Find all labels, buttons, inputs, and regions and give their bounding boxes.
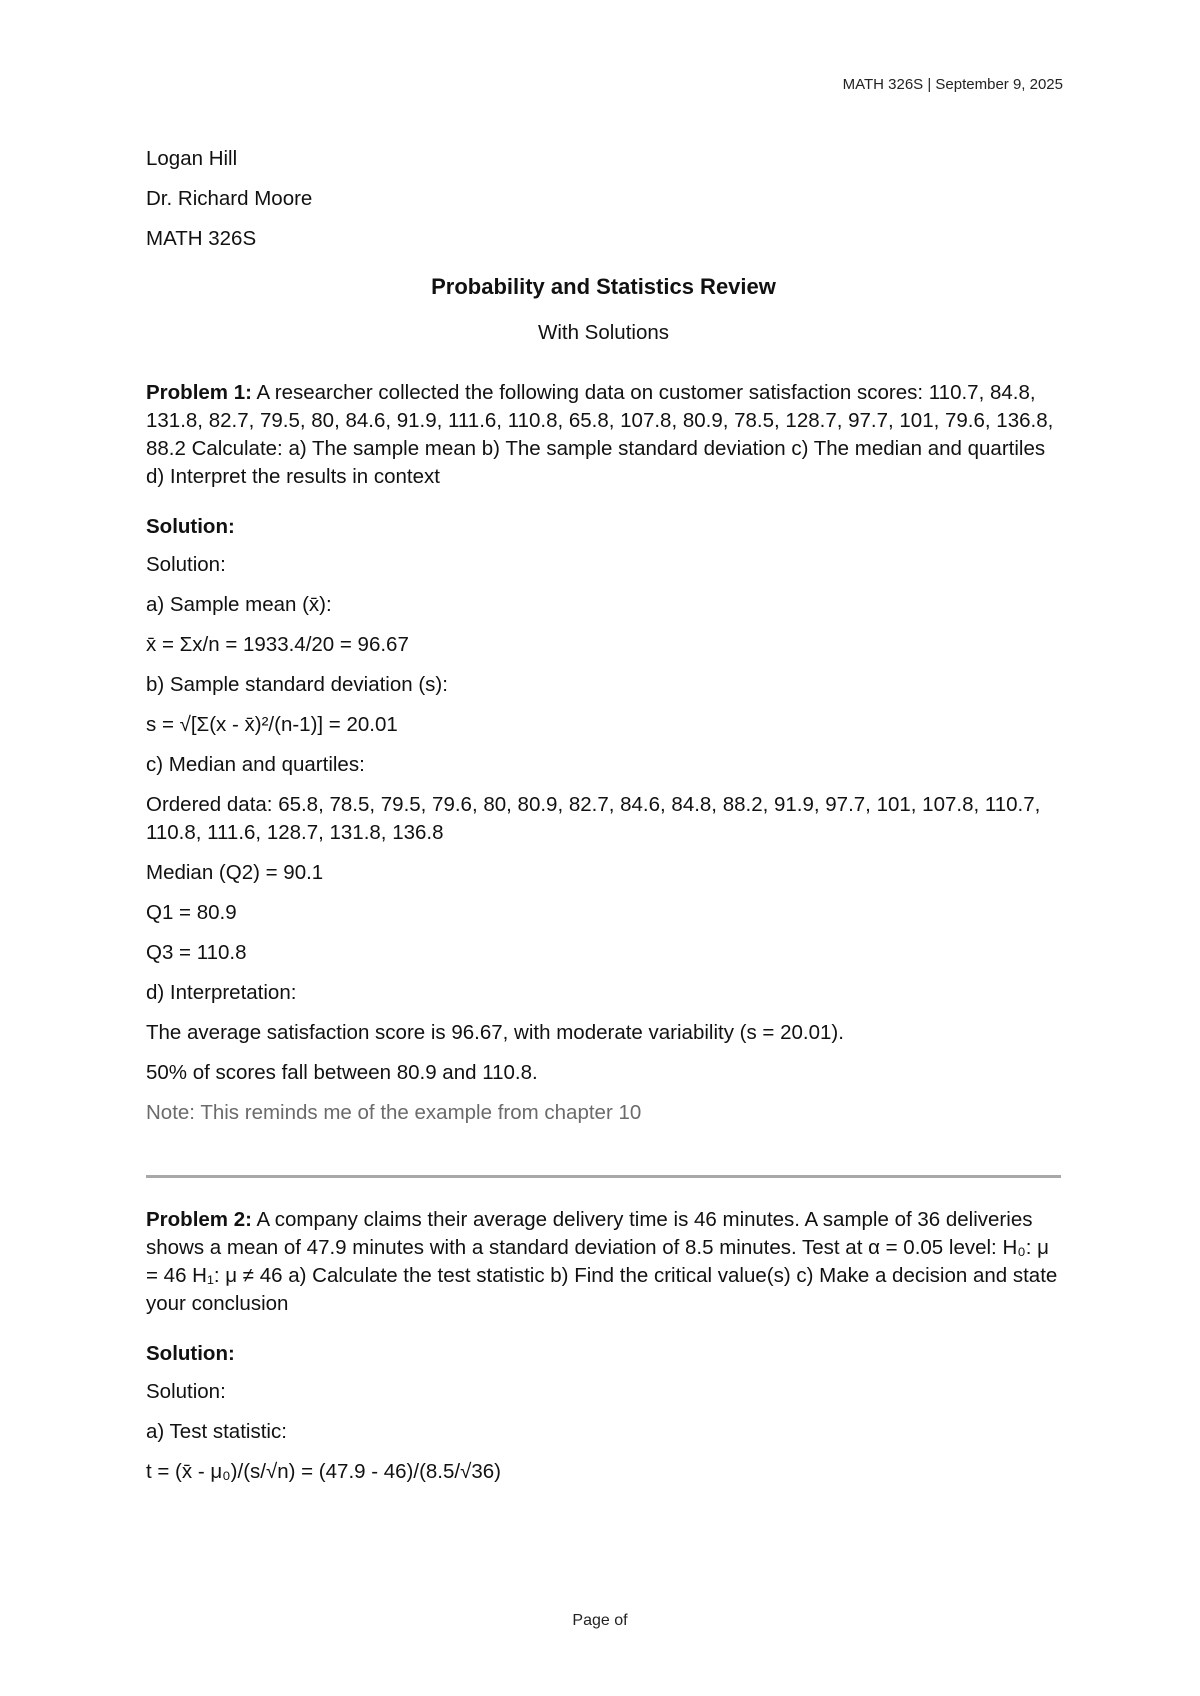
solution-line: t = (x̄ - μ₀)/(s/√n) = (47.9 - 46)/(8.5/√36) [146, 1460, 501, 1483]
solution-line: d) Interpretation: [146, 981, 297, 1004]
problem-1-statement [146, 379, 1061, 491]
solution-line: Q3 = 110.8 [146, 941, 247, 964]
problem-2-solution-heading: Solution: [146, 1342, 235, 1365]
solution-line: Median (Q2) = 90.1 [146, 861, 324, 884]
problem-1-solution-heading: Solution: [146, 515, 235, 538]
course-code: MATH 326S [146, 227, 257, 250]
solution-line: Q1 = 80.9 [146, 901, 237, 924]
document-body [146, 145, 1061, 1498]
document-title: Probability and Statistics Review [431, 274, 776, 299]
problem-2-label: Problem 2: [146, 1208, 252, 1231]
problem-2-text: A company claims their average delivery time is 46 minutes. A sample of 36 deliveries shows a mean of 47.9 minutes with a standard deviation of 8.5 minutes. Test at α = 0.05 level: H₀: μ = 46 H₁: μ ≠ 46 a) Calculate the test statistic b) Find the critical value(s) c) Make a decision and state your conclusion [146, 1208, 1058, 1315]
solution-line: Solution: [146, 553, 226, 576]
student-name: Logan Hill [146, 147, 238, 170]
problem-1-text: A researcher collected the following data on customer satisfaction scores: 110.7, 84.8, 131.8, 82.7, 79.5, 80, 84.6, 91.9, 111.6, 110.8, 65.8, 107.8, 80.9, 78.5, 128.7, 97.7, 101, 79.6, 136.8, 88.2 Calculate: a) The sample mean b) The sample standard deviation c) The median and quartiles d) Interpret the results in context [146, 381, 1054, 488]
section-divider [146, 1175, 1061, 1178]
solution-line: c) Median and quartiles: [146, 753, 365, 776]
solution-line: Solution: [146, 1380, 226, 1403]
problem-1-label: Problem 1: [146, 381, 252, 404]
problem-1-note: Note: This reminds me of the example from chapter 10 [146, 1101, 642, 1124]
solution-line: a) Sample mean (x̄): [146, 593, 332, 616]
solution-line: x̄ = Σx/n = 1933.4/20 = 96.67 [146, 633, 409, 656]
instructor-name: Dr. Richard Moore [146, 187, 313, 210]
solution-line: The average satisfaction score is 96.67, with moderate variability (s = 20.01). [146, 1021, 844, 1044]
solution-line: b) Sample standard deviation (s): [146, 673, 448, 696]
page-header: MATH 326S | September 9, 2025 [842, 76, 1063, 93]
solution-line: a) Test statistic: [146, 1420, 287, 1443]
document-subtitle: With Solutions [537, 321, 670, 344]
solution-line: s = √[Σ(x - x̄)²/(n-1)] = 20.01 [146, 713, 398, 736]
problem-2-statement [146, 1206, 1061, 1318]
page-footer: Page of [572, 1612, 628, 1629]
solution-line: Ordered data: 65.8, 78.5, 79.5, 79.6, 80, 80.9, 82.7, 84.6, 84.8, 88.2, 91.9, 97.7, 101, 107.8, 110.7, 110.8, 111.6, 128.7, 131.8, 136.8 [146, 793, 1041, 844]
solution-line: 50% of scores fall between 80.9 and 110.8. [146, 1061, 538, 1084]
